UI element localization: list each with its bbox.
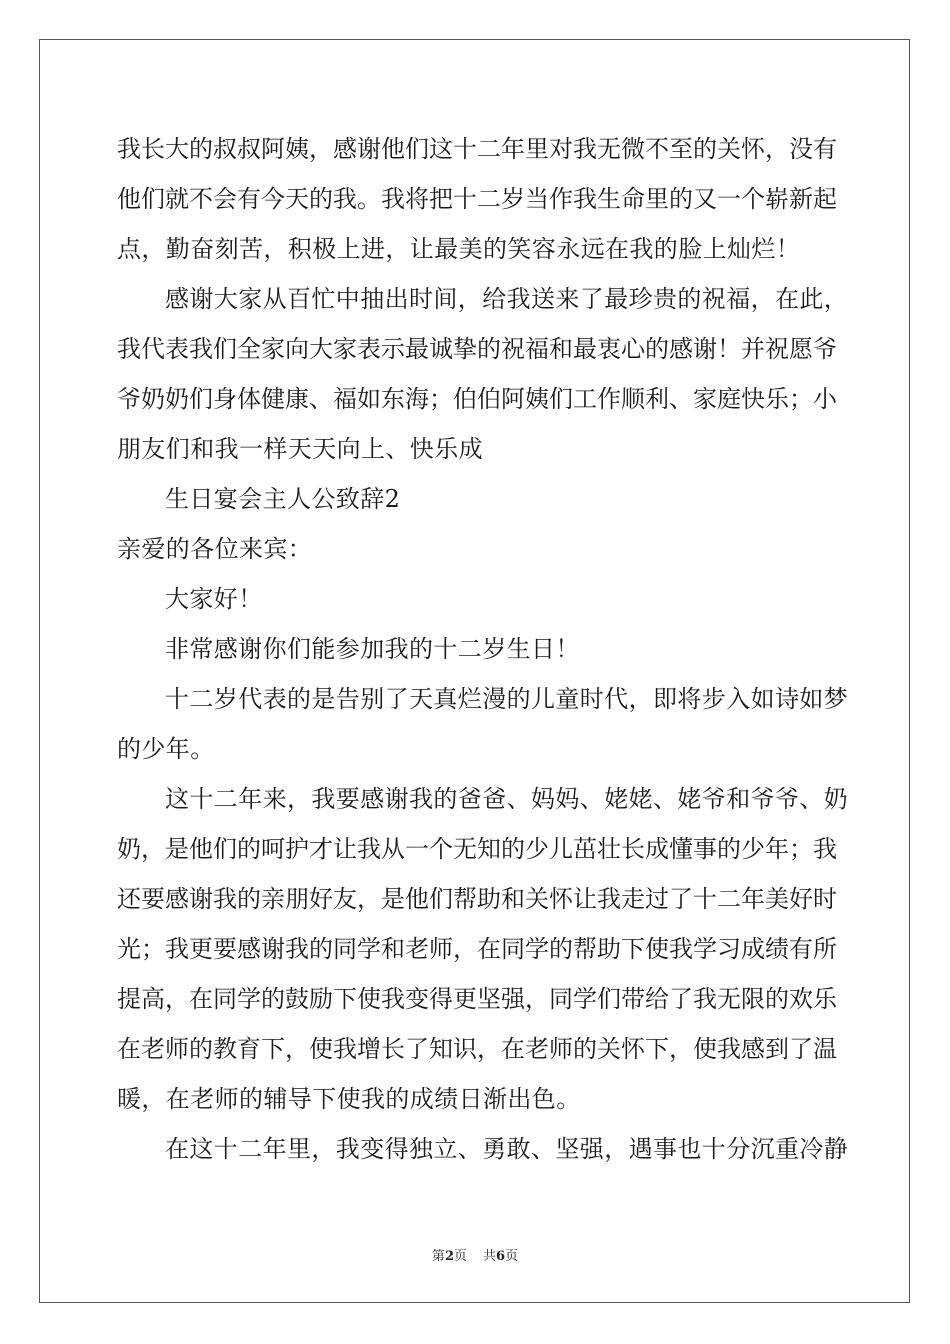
body-text-line: 他们就不会有今天的我。我将把十二岁当作我生命里的又一个崭新起 (117, 185, 837, 213)
body-text-line: 暖，在老师的辅导下使我的成绩日渐出色。 (117, 1085, 581, 1113)
body-text-line: 光；我更要感谢我的同学和老师，在同学的帮助下使我学习成绩有所 (117, 935, 837, 963)
body-text-line: 我代表我们全家向大家表示最诚挚的祝福和最衷心的感谢！并祝愿爷 (117, 335, 837, 363)
body-text-line: 爷奶奶们身体健康、福如东海；伯伯阿姨们工作顺利、家庭快乐；小 (117, 385, 837, 413)
body-text-line: 我长大的叔叔阿姨，感谢他们这十二年里对我无微不至的关怀，没有 (117, 135, 837, 163)
body-text-line: 朋友们和我一样天天向上、快乐成 (117, 435, 483, 463)
page-prefix: 第 (431, 1249, 445, 1264)
total-unit: 页 (505, 1249, 519, 1264)
current-page-number: 2 (444, 1249, 454, 1264)
body-text-line: 非常感谢你们能参加我的十二岁生日！ (165, 635, 580, 663)
section-title: 生日宴会主人公致辞2 (165, 485, 401, 513)
total-page-number: 6 (496, 1249, 506, 1264)
body-text-line: 在这十二年里，我变得独立、勇敢、坚强，遇事也十分沉重冷静 (165, 1135, 849, 1163)
salutation: 亲爱的各位来宾： (117, 535, 313, 563)
page-footer (0, 1248, 950, 1266)
body-text-line: 在老师的教育下，使我增长了知识，在老师的关怀下，使我感到了温 (117, 1035, 837, 1063)
body-text-line: 感谢大家从百忙中抽出时间，给我送来了最珍贵的祝福，在此， (165, 285, 849, 313)
body-text-line: 这十二年来，我要感谢我的爸爸、妈妈、姥姥、姥爷和爷爷、奶 (165, 785, 849, 813)
body-text-line: 提高，在同学的鼓励下使我变得更坚强，同学们带给了我无限的欢乐 (117, 985, 837, 1013)
total-prefix: 共 (483, 1249, 497, 1264)
body-text-line: 奶，是他们的呵护才让我从一个无知的少儿茁壮长成懂事的少年；我 (117, 835, 837, 863)
body-text-line: 还要感谢我的亲朋好友，是他们帮助和关怀让我走过了十二年美好时 (117, 885, 837, 913)
body-text-line: 十二岁代表的是告别了天真烂漫的儿童时代，即将步入如诗如梦 (165, 685, 849, 713)
greeting: 大家好！ (165, 585, 263, 613)
body-text-line: 点，勤奋刻苦，积极上进，让最美的笑容永远在我的脸上灿烂！ (117, 235, 801, 263)
body-text-line: 的少年。 (117, 735, 215, 763)
page-unit: 页 (453, 1249, 467, 1264)
